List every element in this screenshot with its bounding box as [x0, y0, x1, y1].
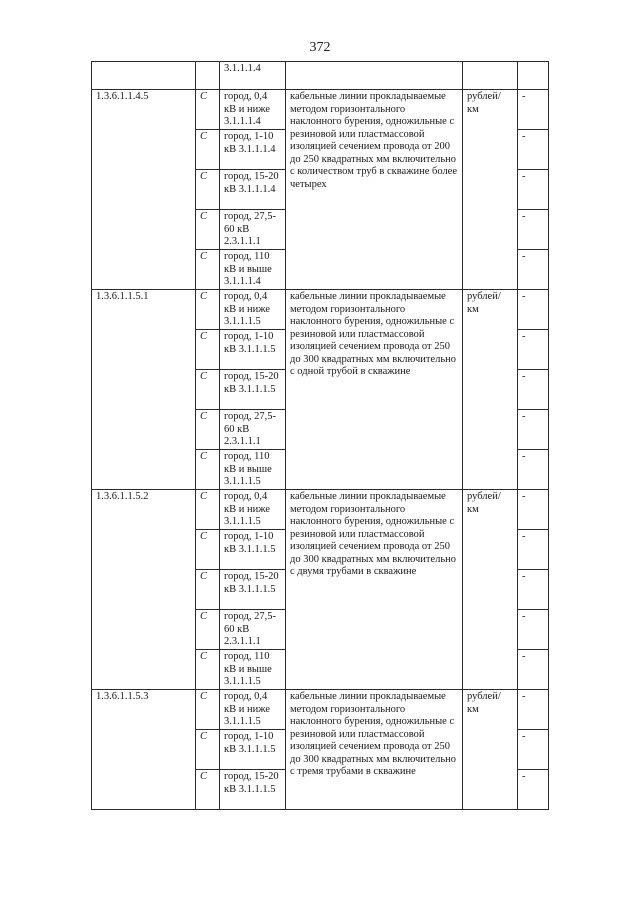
- type-cell-text: С: [200, 531, 208, 542]
- territory-cell: [220, 330, 286, 370]
- value-cell-text: -: [522, 771, 526, 782]
- value-cell-text: -: [522, 211, 526, 222]
- value-cell: [518, 450, 549, 490]
- territory-cell-text: город, 15-20 кВ 3.1.1.1.5: [224, 771, 279, 795]
- type-cell: [196, 170, 220, 210]
- value-cell: [518, 570, 549, 610]
- territory-cell-text: город, 27,5-60 кВ 2.3.1.1.1: [224, 411, 276, 447]
- type-cell-text: С: [200, 771, 208, 782]
- territory-cell: [220, 370, 286, 410]
- tariff-table: [91, 61, 549, 810]
- value-cell-text: -: [522, 291, 526, 302]
- value-cell-text: -: [522, 91, 526, 102]
- description-cell-text: кабельные линии прокладываемые методом горизонтального наклонного бурения, одножильные с резиновой или пластмассовой изоляцией сечением провода от 250 до 300 квадратных мм включительно с одной трубой в скважине: [290, 291, 456, 377]
- territory-cell-text: город, 110 кВ и выше 3.1.1.1.5: [224, 651, 272, 687]
- code-cell-text: 1.3.6.1.1.5.3: [96, 691, 149, 702]
- type-cell-text: С: [200, 731, 208, 742]
- description-cell-text: кабельные линии прокладываемые методом горизонтального наклонного бурения, одножильные с резиновой или пластмассовой изоляцией сечением провода от 250 до 300 квадратных мм включительно с двумя трубами в скважине: [290, 491, 456, 577]
- value-cell-text: -: [522, 691, 526, 702]
- type-cell: [196, 370, 220, 410]
- type-cell-text: С: [200, 211, 208, 222]
- territory-cell: [220, 650, 286, 690]
- type-cell-text: С: [200, 331, 208, 342]
- territory-cell-text: город, 110 кВ и выше 3.1.1.1.4: [224, 251, 272, 287]
- type-cell-text: С: [200, 411, 208, 422]
- territory-cell-text: город, 0,4 кВ и ниже 3.1.1.1.5: [224, 691, 270, 727]
- territory-cell: [220, 410, 286, 450]
- type-cell: [196, 610, 220, 650]
- unit-cell-text: рублей/ км: [467, 491, 501, 515]
- value-cell: [518, 650, 549, 690]
- value-cell-text: -: [522, 451, 526, 462]
- territory-cell-text: город, 1-10 кВ 3.1.1.1.5: [224, 731, 276, 755]
- description-cell: [286, 490, 463, 690]
- territory-cell: [220, 730, 286, 770]
- territory-cell: [220, 210, 286, 250]
- territory-cell-text: город, 1-10 кВ 3.1.1.1.5: [224, 531, 276, 555]
- value-cell-text: -: [522, 171, 526, 182]
- description-cell: [286, 90, 463, 290]
- value-cell-text: -: [522, 731, 526, 742]
- type-cell: [196, 90, 220, 130]
- value-cell-text: -: [522, 251, 526, 262]
- code-cell-text: 1.3.6.1.1.5.2: [96, 491, 149, 502]
- type-cell-text: С: [200, 611, 208, 622]
- value-cell: [518, 410, 549, 450]
- type-cell: [196, 450, 220, 490]
- value-cell: [518, 690, 549, 730]
- territory-cell: [220, 250, 286, 290]
- value-cell-text: -: [522, 491, 526, 502]
- type-cell: [196, 330, 220, 370]
- table-row: [92, 690, 549, 730]
- description-cell: [286, 690, 463, 810]
- value-cell: [518, 210, 549, 250]
- value-cell-text: -: [522, 331, 526, 342]
- type-cell: [196, 410, 220, 450]
- type-cell: [196, 250, 220, 290]
- code-cell: [92, 490, 196, 690]
- type-cell: [196, 210, 220, 250]
- code-cell: [92, 62, 196, 90]
- territory-cell: [220, 690, 286, 730]
- value-cell: [518, 730, 549, 770]
- unit-cell: [463, 90, 518, 290]
- type-cell-text: С: [200, 291, 208, 302]
- territory-cell-text: город, 0,4 кВ и ниже 3.1.1.1.4: [224, 91, 270, 127]
- territory-cell-text: город, 27,5-60 кВ 2.3.1.1.1: [224, 211, 276, 247]
- unit-cell-text: рублей/ км: [467, 91, 501, 115]
- type-cell: [196, 62, 220, 90]
- code-cell: [92, 690, 196, 810]
- territory-cell: [220, 290, 286, 330]
- value-cell: [518, 130, 549, 170]
- value-cell: [518, 170, 549, 210]
- code-cell-text: 1.3.6.1.1.4.5: [96, 91, 149, 102]
- value-cell: [518, 770, 549, 810]
- type-cell: [196, 530, 220, 570]
- territory-cell: [220, 130, 286, 170]
- type-cell: [196, 730, 220, 770]
- value-cell: [518, 490, 549, 530]
- unit-cell-text: рублей/ км: [467, 291, 501, 315]
- type-cell-text: С: [200, 651, 208, 662]
- value-cell: [518, 290, 549, 330]
- type-cell-text: С: [200, 251, 208, 262]
- type-cell-text: С: [200, 371, 208, 382]
- type-cell-text: С: [200, 91, 208, 102]
- type-cell-text: С: [200, 571, 208, 582]
- value-cell-text: -: [522, 371, 526, 382]
- territory-cell-text: город, 110 кВ и выше 3.1.1.1.5: [224, 451, 272, 487]
- description-cell: [286, 290, 463, 490]
- territory-cell-text: город, 27,5-60 кВ 2.3.1.1.1: [224, 611, 276, 647]
- type-cell: [196, 130, 220, 170]
- description-cell: [286, 62, 463, 90]
- territory-cell: [220, 450, 286, 490]
- unit-cell: [463, 290, 518, 490]
- value-cell: [518, 610, 549, 650]
- territory-cell-text: город, 0,4 кВ и ниже 3.1.1.1.5: [224, 291, 270, 327]
- type-cell: [196, 290, 220, 330]
- value-cell-text: -: [522, 651, 526, 662]
- type-cell: [196, 650, 220, 690]
- value-cell: [518, 250, 549, 290]
- unit-cell: [463, 62, 518, 90]
- value-cell: [518, 62, 549, 90]
- code-cell: [92, 290, 196, 490]
- value-cell-text: -: [522, 411, 526, 422]
- type-cell-text: С: [200, 171, 208, 182]
- type-cell: [196, 690, 220, 730]
- type-cell-text: С: [200, 131, 208, 142]
- value-cell: [518, 90, 549, 130]
- territory-cell-text: город, 15-20 кВ 3.1.1.1.5: [224, 371, 279, 395]
- value-cell: [518, 330, 549, 370]
- code-cell: [92, 90, 196, 290]
- type-cell-text: С: [200, 491, 208, 502]
- value-cell-text: -: [522, 531, 526, 542]
- territory-cell: 3.1.1.1.4: [220, 62, 286, 90]
- territory-cell: [220, 530, 286, 570]
- territory-cell-text: город, 1-10 кВ 3.1.1.1.4: [224, 131, 276, 155]
- type-cell: [196, 770, 220, 810]
- page-number: 372: [309, 40, 331, 55]
- value-cell-text: -: [522, 131, 526, 142]
- value-cell-text: -: [522, 571, 526, 582]
- code-cell-text: 1.3.6.1.1.5.1: [96, 291, 149, 302]
- type-cell-text: С: [200, 451, 208, 462]
- type-cell-text: С: [200, 691, 208, 702]
- table-row: [92, 490, 549, 530]
- territory-cell: [220, 490, 286, 530]
- type-cell: [196, 490, 220, 530]
- territory-cell-text: город, 1-10 кВ 3.1.1.1.5: [224, 331, 276, 355]
- value-cell: [518, 370, 549, 410]
- value-cell-text: -: [522, 611, 526, 622]
- continuation-row: [92, 62, 549, 90]
- table-row: [92, 90, 549, 130]
- table-row: [92, 290, 549, 330]
- unit-cell: [463, 690, 518, 810]
- territory-cell: [220, 610, 286, 650]
- description-cell-text: кабельные линии прокладываемые методом горизонтального наклонного бурения, одножильные с резиновой или пластмассовой изоляцией сечением провода от 250 до 300 квадратных мм включительно с тремя трубами в скважине: [290, 691, 456, 777]
- territory-cell: [220, 770, 286, 810]
- territory-cell: [220, 90, 286, 130]
- territory-cell-text: город, 0,4 кВ и ниже 3.1.1.1.5: [224, 491, 270, 527]
- value-cell: [518, 530, 549, 570]
- unit-cell-text: рублей/ км: [467, 691, 501, 715]
- territory-cell: [220, 570, 286, 610]
- unit-cell: [463, 490, 518, 690]
- description-cell-text: кабельные линии прокладываемые методом горизонтального наклонного бурения, одножильные с резиновой или пластмассовой изоляцией сечением провода от 200 до 250 квадратных мм включительно с количеством труб в скважине более четырех: [290, 91, 458, 190]
- territory-cell-text: город, 15-20 кВ 3.1.1.1.4: [224, 171, 279, 195]
- territory-cell: [220, 170, 286, 210]
- territory-cell-text: город, 15-20 кВ 3.1.1.1.5: [224, 571, 279, 595]
- type-cell: [196, 570, 220, 610]
